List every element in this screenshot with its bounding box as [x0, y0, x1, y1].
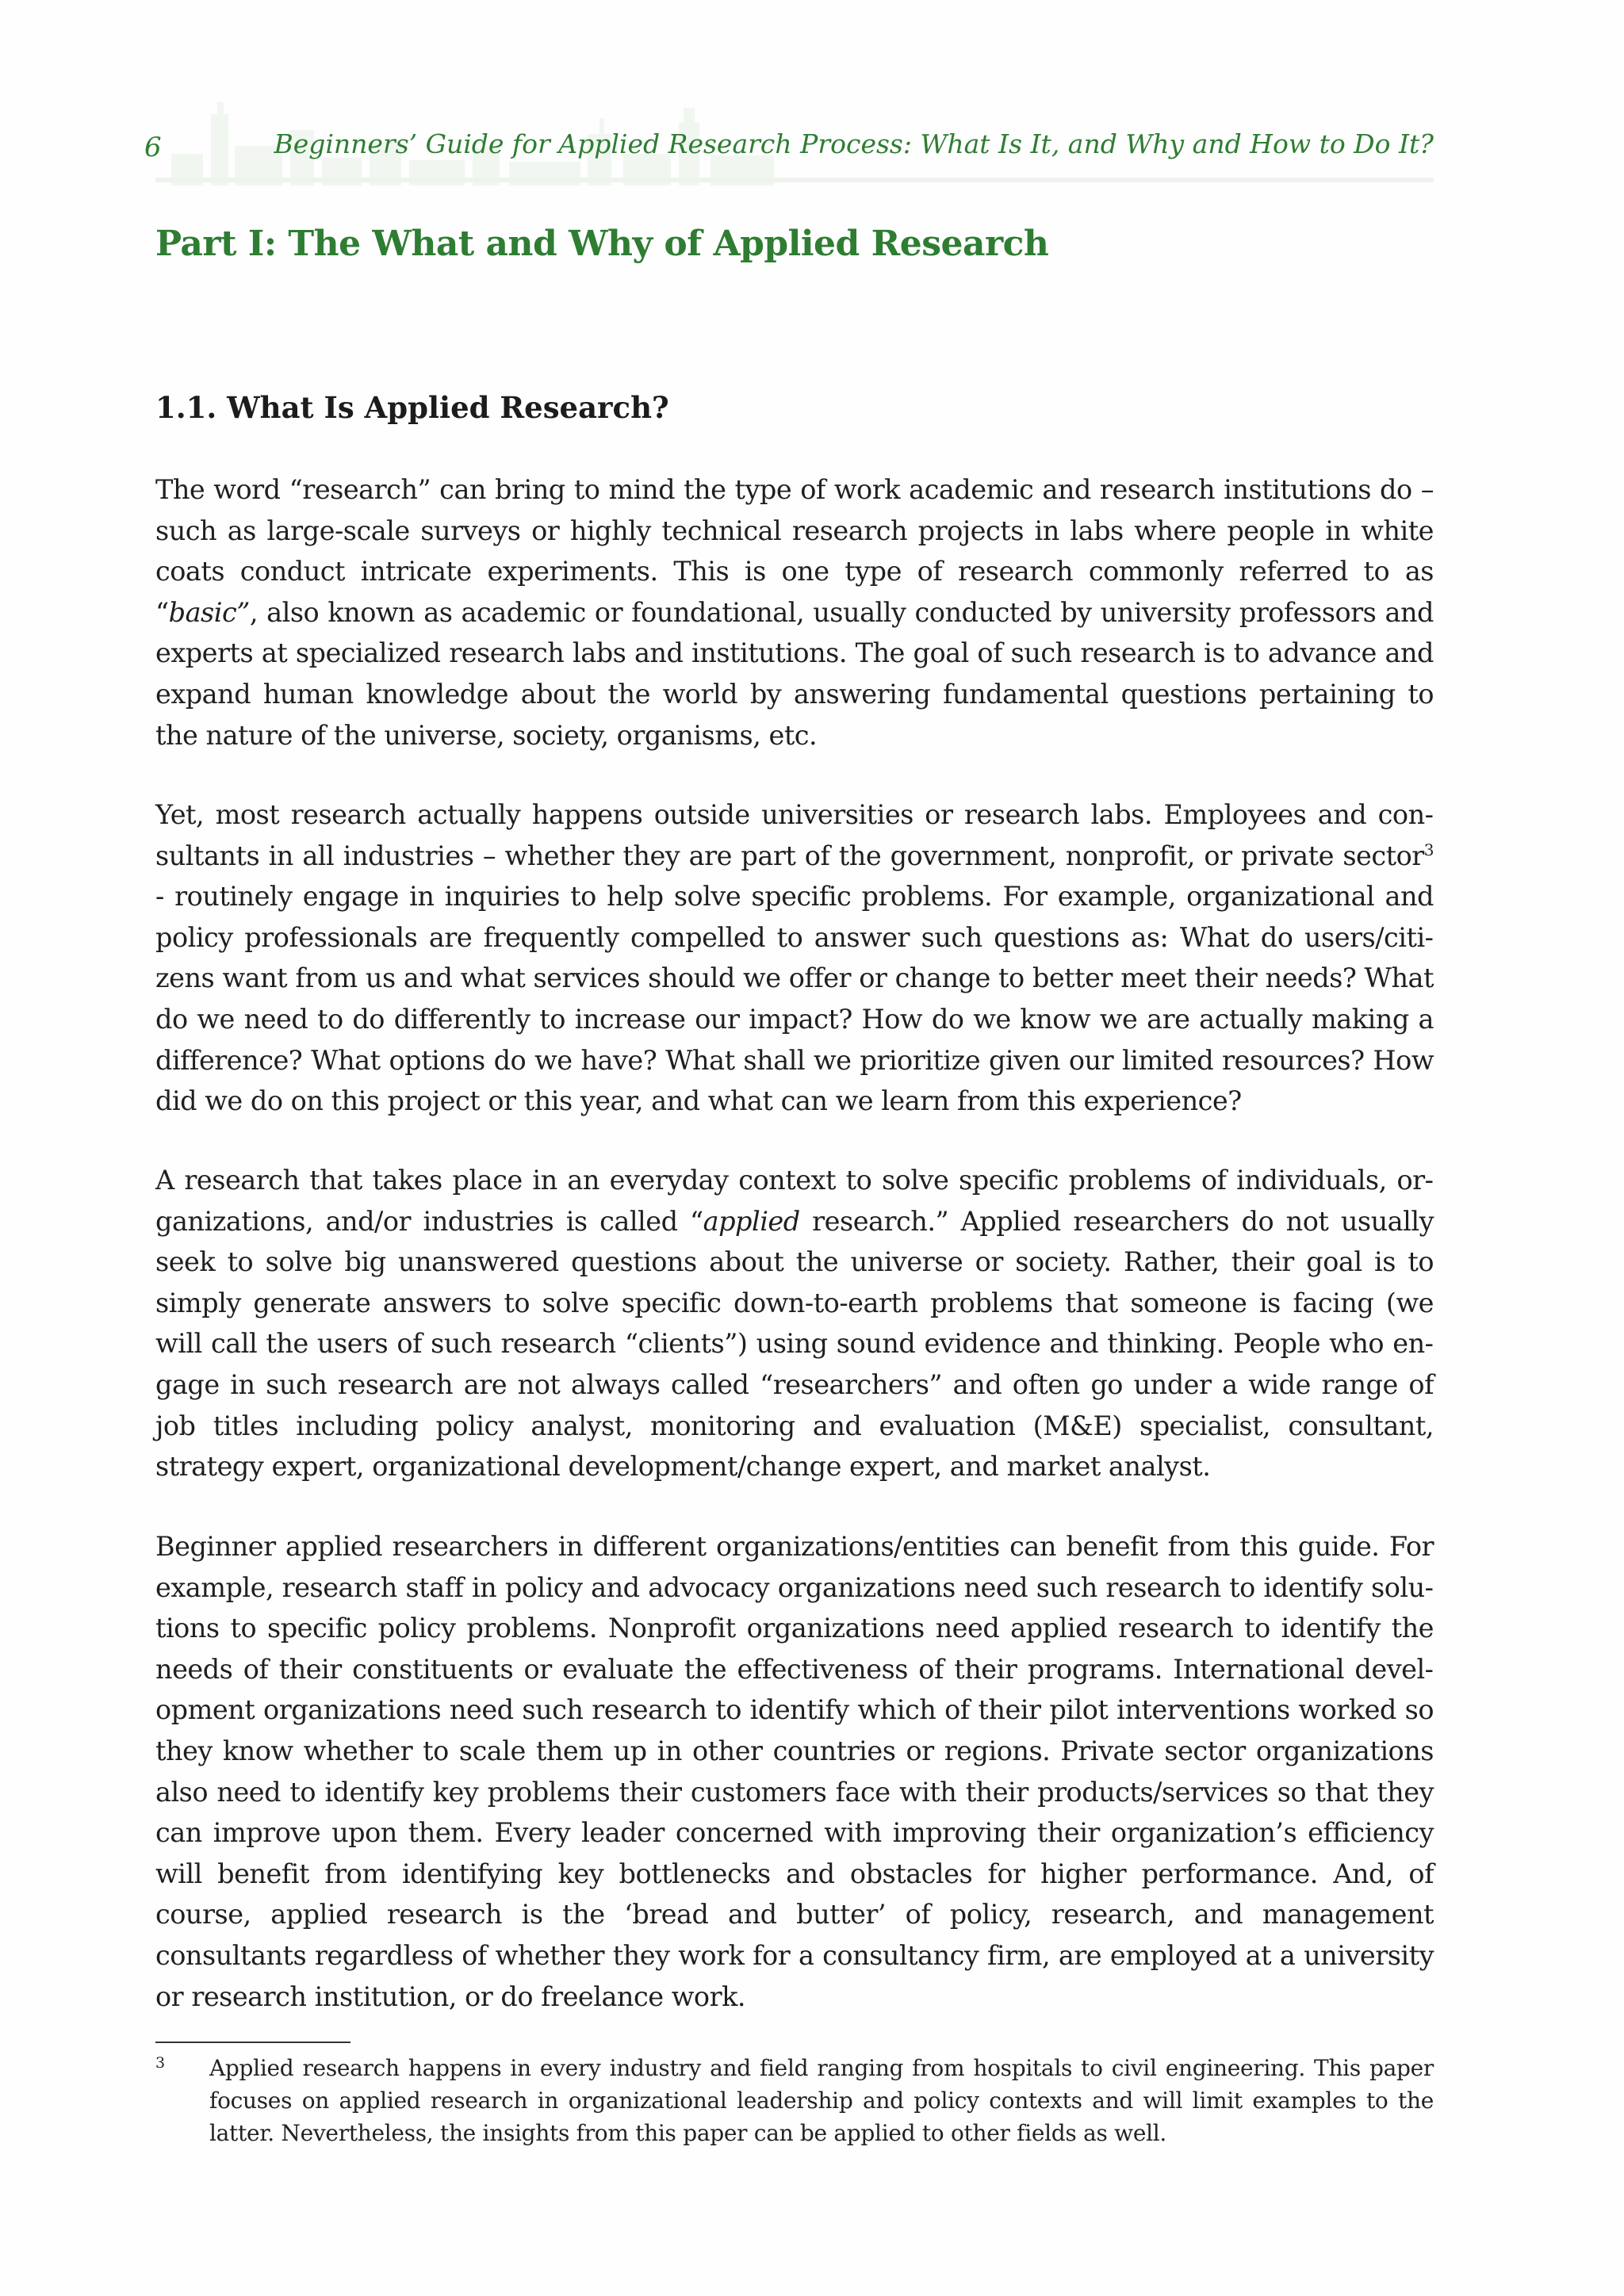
- footnote-number: 3: [155, 2054, 165, 2072]
- header-divider: [155, 178, 1434, 182]
- paragraph-1-text-c: , also known as academic or foundational, usually conducted by university professors and experts at specialized research labs and institutions. The goal of such research is to advance and expand human knowledge about the world by answering fundamental questions pertaining to the nature of the universe, society, organisms, etc.: [155, 596, 1434, 751]
- footnote: [155, 2052, 1434, 2149]
- paragraph-1-text-a: The word “research” can bring to mind the type of work academic and research institutions do – such as large-scale surveys or highly technical research projects in labs where people in white coats conduct intricate experiments. This is one type of research commonly referred to as “: [155, 474, 1434, 628]
- running-header: [144, 94, 1434, 189]
- section-heading: 1.1. What Is Applied Research?: [155, 390, 669, 425]
- part-title: Part I: The What and Why of Applied Research: [155, 224, 1049, 264]
- paragraph-4: Beginner applied researchers in different organizations/entities can benefit from this guide. For example, research staff in policy and advocacy organizations need such research to identify solutions to specific policy problems. Nonprofit organizations need applied research to identify the needs of their constituents or evaluate the effectiveness of their programs. International development organizations need such research to identify which of their pilot interventions worked so they know whether to scale them up in other countries or regions. Private sector organizations also need to identify key problems their customers face with their products/services so that they can improve upon them. Every leader concerned with improving their organization’s efficiency will benefit from identifying key bottlenecks and obstacles for higher performance. And, of course, applied research is the ‘bread and butter’ of policy, research, and management consultants regardless of whether they work for a consultancy firm, are employed at a university or research institution, or do freelance work.: [155, 1531, 1434, 2012]
- footnote-divider: [155, 2042, 350, 2043]
- paragraph-2: [155, 794, 1434, 1122]
- running-title: Beginners’ Guide for Applied Research Process: What Is It, and Why and How to Do It?: [274, 128, 1434, 159]
- page-number: 6: [144, 132, 162, 163]
- paragraph-3-text-a: A research that takes place in an everyday context to solve specific problems of individuals, organizations, and/or industries is called “: [155, 1165, 1434, 1237]
- paragraph-3-emphasis: applied: [703, 1205, 800, 1237]
- paragraph-1: [155, 469, 1434, 756]
- footnote-reference[interactable]: 3: [1423, 840, 1434, 859]
- paragraph-3: [155, 1160, 1434, 1487]
- paragraph-3-text-c: research.” Applied researchers do not usually seek to solve big unanswered questions about the universe or society. Rather, their goal is to simply generate answers to solve specific down-to-earth problems that someone is facing (we will call the users of such research “clients”) using sound evidence and thinking. People who engage in such research are not always called “researchers” and often go under a wide range of job titles including policy analyst, monitoring and evaluation (M&E) specialist, consultant, strategy expert, organizational development/change expert, and market analyst.: [155, 1205, 1434, 1483]
- paragraph-2-text-b: - routinely engage in inquiries to help solve specific problems. For example, organizational and policy professionals are frequently compelled to answer such questions as: What do users/citizens want from us and what services should we offer or change to better meet their needs? What do we need to do differently to increase our impact? How do we know we are actually making a difference? What options do we have? What shall we prioritize given our limited resources? How did we do on this project or this year, and what can we learn from this experience?: [155, 881, 1434, 1117]
- paragraph-1-emphasis: basic”: [168, 596, 250, 628]
- paragraph-2-text-a: Yet, most research actually happens outside universities or research labs. Employees and consultants in all industries – whether they are part of the government, nonprofit, or private sector: [155, 799, 1434, 871]
- footnote-text: Applied research happens in every industry and field ranging from hospitals to civil engineering. This paper focuses on applied research in organizational leadership and policy contexts and will limit examples to the latter. Nevertheless, the insights from this paper can be applied to other fields as well.: [209, 2055, 1434, 2146]
